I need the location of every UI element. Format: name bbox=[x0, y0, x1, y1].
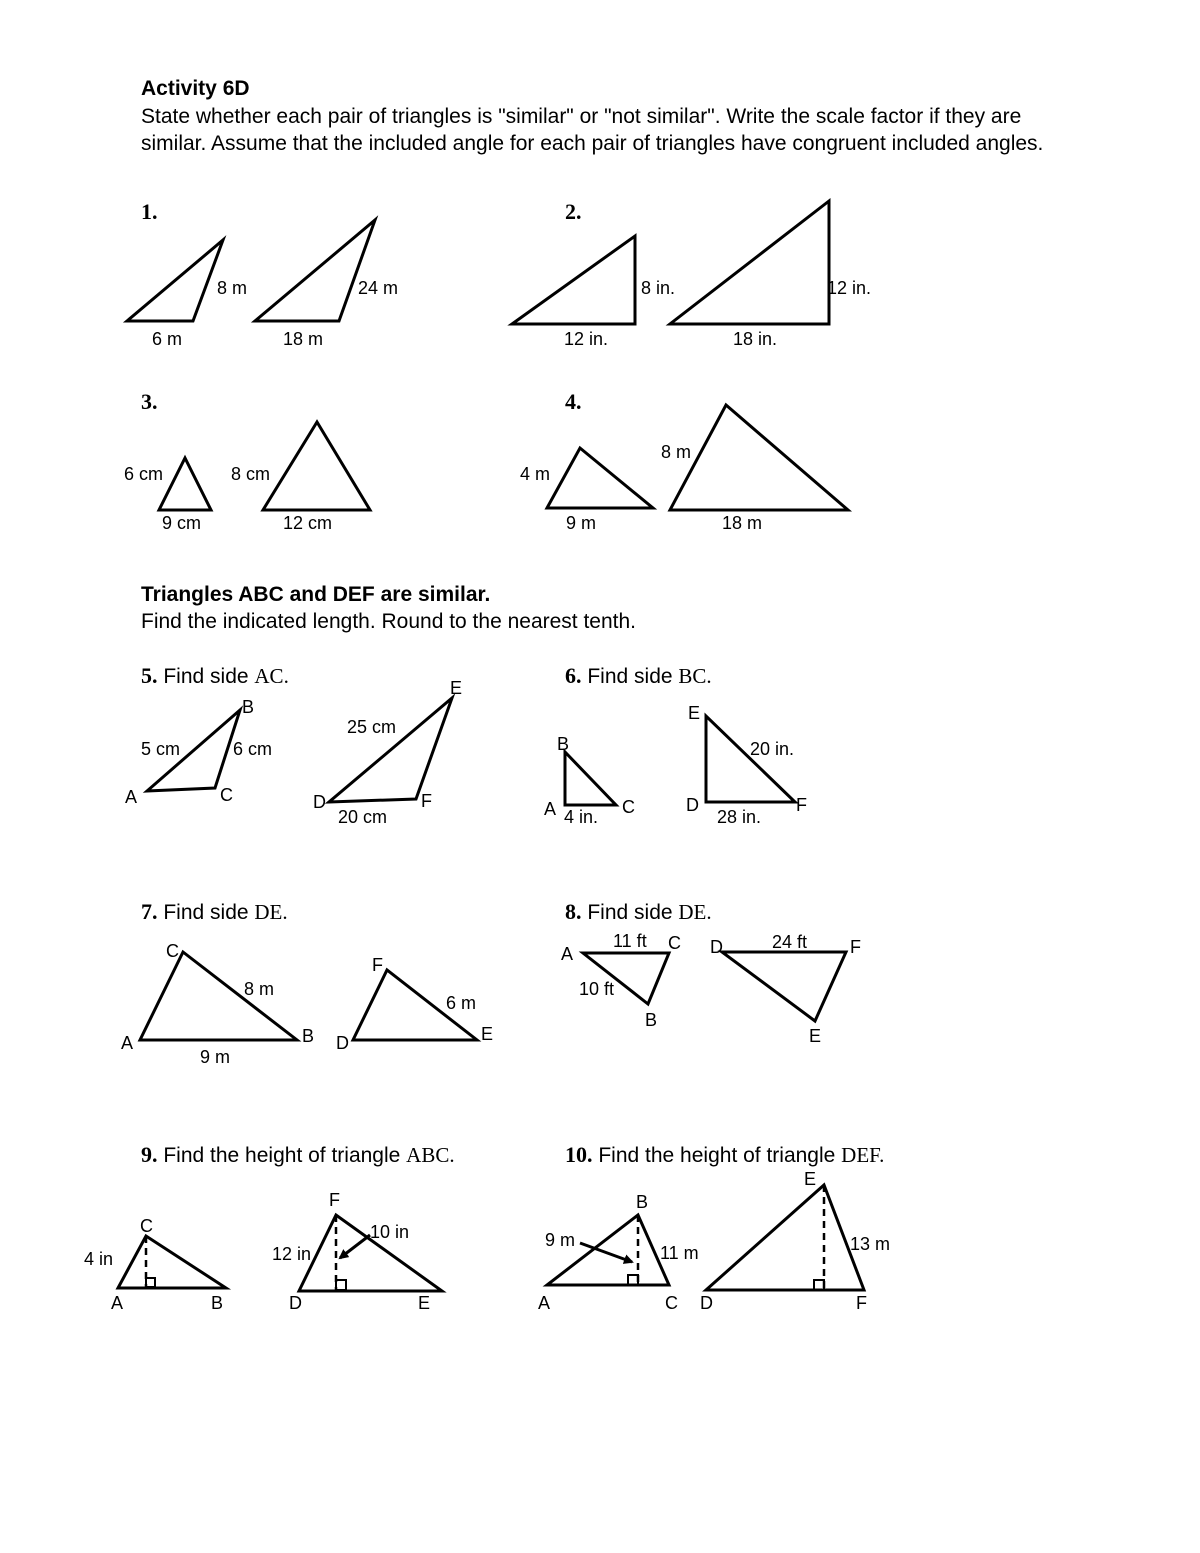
p9-label-fd: 12 in bbox=[272, 1244, 312, 1264]
p7-label-ab: 9 m bbox=[200, 1047, 231, 1067]
p3-small-base-label: 9 cm bbox=[162, 513, 202, 533]
p10-vertex-e: E bbox=[804, 1169, 817, 1189]
p3-small-triangle bbox=[159, 458, 211, 510]
p9-label-altitude: 10 in bbox=[370, 1222, 410, 1242]
p10-label-bc: 11 m bbox=[660, 1243, 699, 1263]
p9-vertex-a: A bbox=[111, 1293, 124, 1313]
p2-large-side-label: 12 in. bbox=[827, 278, 872, 298]
p10-vertex-b: B bbox=[636, 1192, 649, 1212]
p5-vertex-e: E bbox=[450, 678, 463, 698]
p8-vertex-b: B bbox=[645, 1010, 658, 1030]
p6-vertex-e: E bbox=[688, 703, 701, 723]
p10-vertex-a: A bbox=[538, 1293, 551, 1313]
problem-3-figure bbox=[124, 422, 370, 533]
p4-large-side-label: 8 m bbox=[661, 442, 692, 462]
p1-large-base-label: 18 m bbox=[283, 329, 324, 349]
p9-vertex-d: D bbox=[289, 1293, 302, 1313]
p3-large-triangle bbox=[263, 422, 370, 510]
p9-vertex-c: C bbox=[140, 1216, 153, 1236]
p4-large-triangle bbox=[670, 405, 848, 510]
p5-label-de: 25 cm bbox=[347, 717, 397, 737]
p6-vertex-f: F bbox=[796, 795, 807, 815]
problem-1-number: 1. bbox=[141, 199, 158, 224]
p9-vertex-f: F bbox=[329, 1190, 340, 1210]
p4-small-base-label: 9 m bbox=[566, 513, 597, 533]
p6-label-ac: 4 in. bbox=[564, 807, 599, 827]
p10-vertex-f: F bbox=[856, 1293, 867, 1313]
p3-large-side-label: 8 cm bbox=[231, 464, 271, 484]
p5-triangle-def bbox=[329, 698, 452, 802]
problem-8-figure bbox=[561, 931, 861, 1046]
problem-7-figure bbox=[121, 941, 493, 1067]
p5-vertex-b: B bbox=[242, 697, 255, 717]
p9-label-height: 4 in bbox=[84, 1249, 114, 1269]
p2-large-base-label: 18 in. bbox=[733, 329, 778, 349]
p2-small-side-label: 8 in. bbox=[641, 278, 676, 298]
p1-small-base-label: 6 m bbox=[152, 329, 183, 349]
problem-5-figure bbox=[125, 678, 462, 827]
activity-title: Activity 6D bbox=[141, 77, 250, 100]
p5-label-df: 20 cm bbox=[338, 807, 388, 827]
p1-large-triangle bbox=[255, 220, 375, 321]
problem-4-number: 4. bbox=[565, 389, 582, 414]
p7-vertex-c: C bbox=[166, 941, 179, 961]
problem-10-figure bbox=[538, 1169, 890, 1313]
problem-6-figure bbox=[544, 703, 807, 827]
problem-9-prompt: 9. Find the height of triangle ABC. bbox=[141, 1142, 455, 1167]
problem-10-prompt: 10. Find the height of triangle DEF. bbox=[565, 1142, 885, 1167]
p8-vertex-d: D bbox=[710, 937, 723, 957]
p10-label-ef: 13 m bbox=[850, 1234, 891, 1254]
p4-small-side-label: 4 m bbox=[520, 464, 551, 484]
problem-7-prompt: 7. Find side DE. bbox=[141, 899, 288, 924]
p10-vertex-d: D bbox=[700, 1293, 713, 1313]
p8-label-df: 24 ft bbox=[772, 932, 808, 952]
p4-small-triangle bbox=[547, 448, 653, 508]
p7-vertex-d: D bbox=[336, 1033, 349, 1053]
p8-vertex-e: E bbox=[809, 1026, 822, 1046]
p6-label-df: 28 in. bbox=[717, 807, 762, 827]
p6-vertex-c: C bbox=[622, 797, 635, 817]
p5-vertex-c: C bbox=[220, 785, 233, 805]
problem-3-number: 3. bbox=[141, 389, 158, 414]
p7-vertex-b: B bbox=[302, 1026, 315, 1046]
p1-small-triangle bbox=[127, 240, 223, 321]
p6-triangle-abc bbox=[565, 752, 616, 805]
activity-instructions: State whether each pair of triangles is "similar" or "not similar". Write the scale factor if they are similar. Assume that the included angle for each pair of triangles have congruent included angles. bbox=[141, 105, 1044, 155]
section2-heading: Triangles ABC and DEF are similar. bbox=[141, 583, 491, 606]
p5-vertex-d: D bbox=[313, 792, 326, 812]
p7-label-cb: 8 m bbox=[244, 979, 275, 999]
p5-label-ab: 5 cm bbox=[141, 739, 181, 759]
problem-1-figure bbox=[127, 220, 398, 349]
p6-triangle-def bbox=[706, 716, 795, 802]
problem-4-figure bbox=[520, 405, 848, 533]
p5-label-bc: 6 cm bbox=[233, 739, 273, 759]
problem-6-prompt: 6. Find side BC. bbox=[565, 663, 712, 688]
p2-small-triangle bbox=[512, 236, 635, 324]
p5-vertex-a: A bbox=[125, 787, 138, 807]
p6-vertex-a: A bbox=[544, 799, 557, 819]
p1-large-side-label: 24 m bbox=[358, 278, 399, 298]
problem-2-number: 2. bbox=[565, 199, 582, 224]
p10-triangle-abc bbox=[547, 1215, 669, 1285]
p8-label-ab: 10 ft bbox=[579, 979, 615, 999]
problem-2-figure bbox=[512, 201, 871, 349]
p9-vertex-e: E bbox=[418, 1293, 431, 1313]
p7-vertex-f: F bbox=[372, 955, 383, 975]
p8-vertex-a: A bbox=[561, 944, 574, 964]
p9-height-pointer-arrow bbox=[340, 1235, 370, 1258]
p3-small-side-label: 6 cm bbox=[124, 464, 164, 484]
p6-label-ef: 20 in. bbox=[750, 739, 795, 759]
p10-triangle-def bbox=[706, 1185, 864, 1290]
p10-label-altitude: 9 m bbox=[545, 1230, 576, 1250]
p8-label-ac: 11 ft bbox=[613, 931, 647, 951]
p2-small-base-label: 12 in. bbox=[564, 329, 609, 349]
p6-vertex-b: B bbox=[557, 734, 570, 754]
p7-label-fe: 6 m bbox=[446, 993, 477, 1013]
p9-abc-right-angle bbox=[146, 1278, 155, 1287]
p8-vertex-f: F bbox=[850, 937, 861, 957]
p1-small-side-label: 8 m bbox=[217, 278, 248, 298]
p7-vertex-a: A bbox=[121, 1033, 134, 1053]
p6-vertex-d: D bbox=[686, 795, 699, 815]
p2-large-triangle bbox=[670, 201, 829, 324]
problem-8-prompt: 8. Find side DE. bbox=[565, 899, 712, 924]
p8-triangle-def bbox=[722, 952, 846, 1021]
p7-vertex-e: E bbox=[481, 1024, 494, 1044]
p9-vertex-b: B bbox=[211, 1293, 224, 1313]
problem-5-prompt: 5. Find side AC. bbox=[141, 663, 289, 688]
p5-vertex-f: F bbox=[421, 791, 432, 811]
problem-9-figure bbox=[84, 1190, 442, 1313]
p9-def-right-angle bbox=[336, 1280, 346, 1290]
p4-large-base-label: 18 m bbox=[722, 513, 763, 533]
p9-triangle-abc bbox=[118, 1236, 226, 1288]
p10-vertex-c: C bbox=[665, 1293, 678, 1313]
p8-vertex-c: C bbox=[668, 933, 681, 953]
section2-instructions: Find the indicated length. Round to the nearest tenth. bbox=[141, 610, 637, 633]
p3-large-base-label: 12 cm bbox=[283, 513, 333, 533]
